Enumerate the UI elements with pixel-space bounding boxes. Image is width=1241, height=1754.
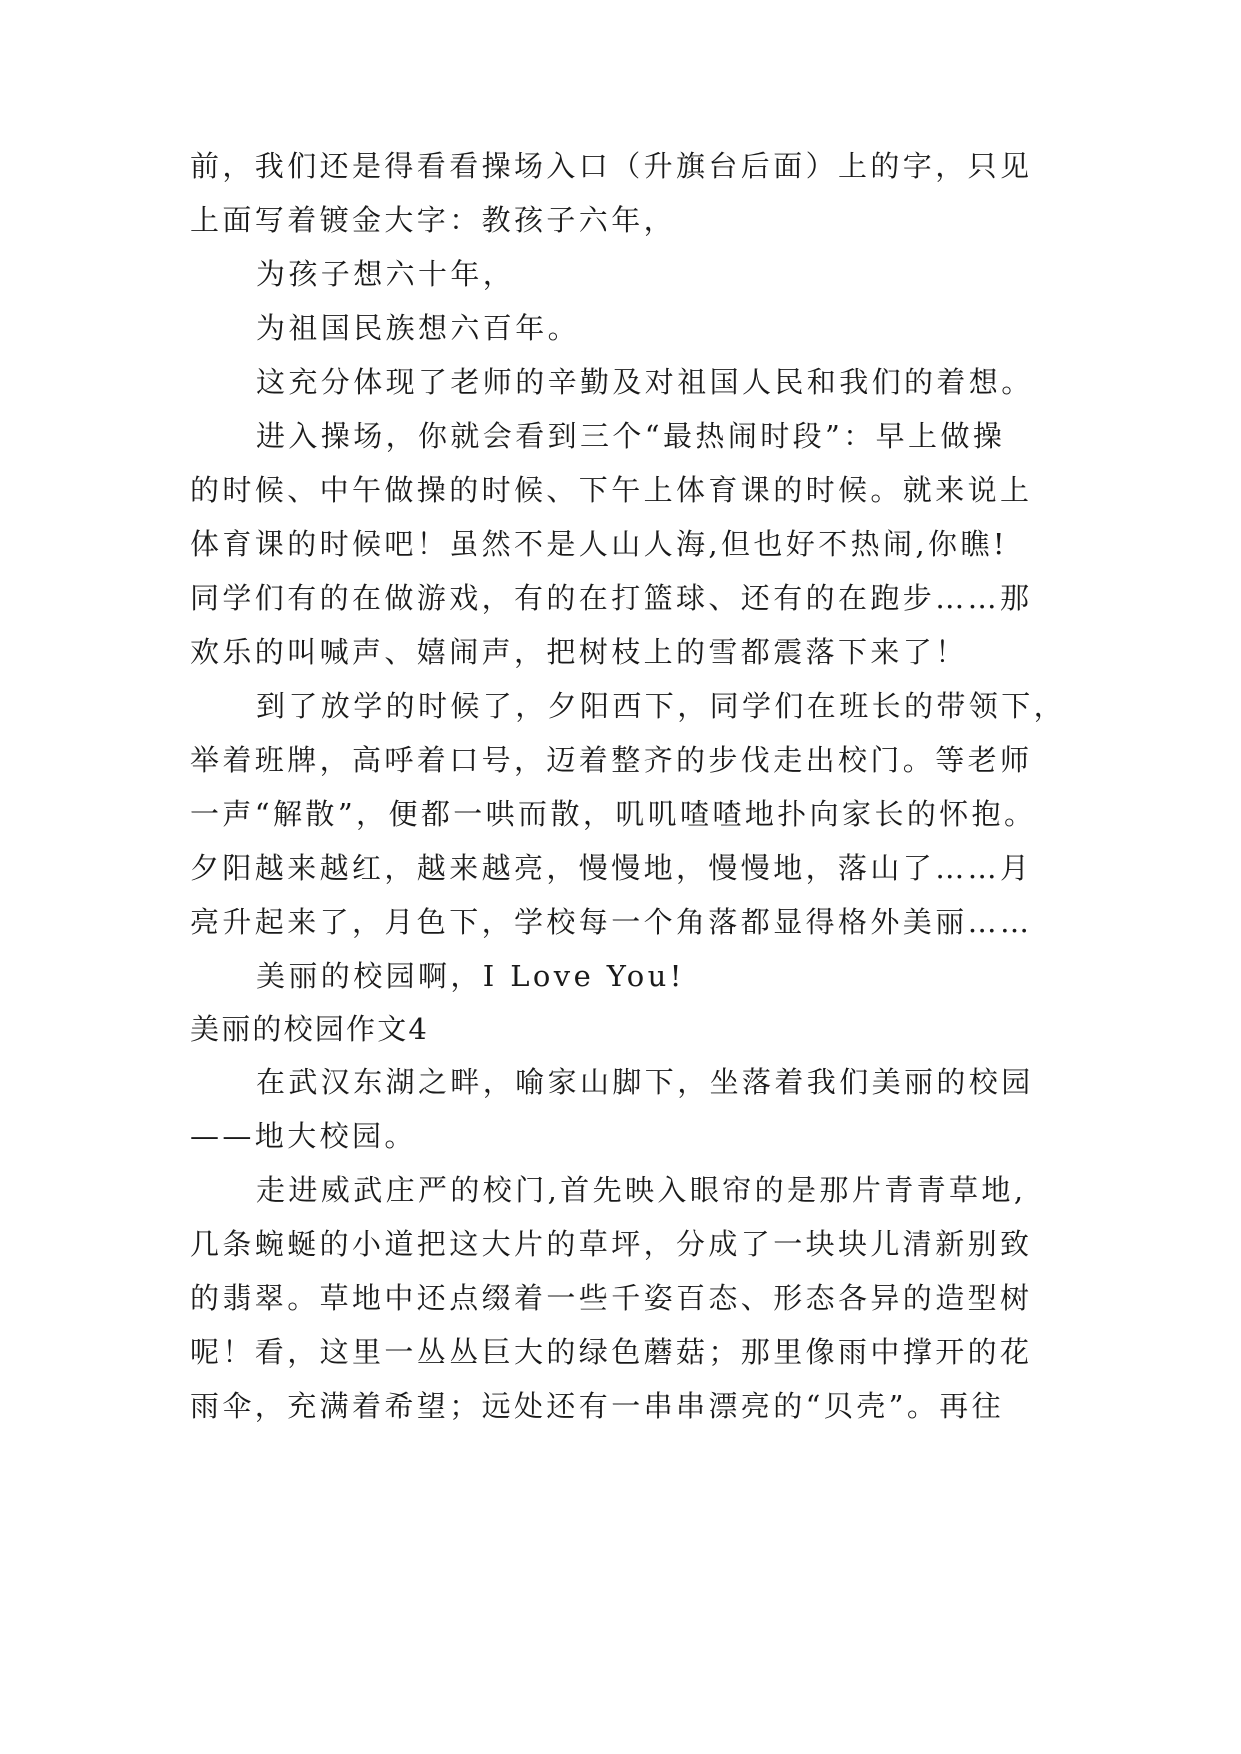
text-line: 欢乐的叫喊声、嬉闹声，把树枝上的雪都震落下来了！ <box>190 635 968 669</box>
text-line: 的翡翠。草地中还点缀着一些千姿百态、形态各异的造型树 <box>190 1281 1033 1315</box>
text-line: 几条蜿蜒的小道把这大片的草坪，分成了一块块儿清新别致 <box>190 1227 1033 1261</box>
text-line: 呢！看，这里一丛丛巨大的绿色蘑菇；那里像雨中撑开的花 <box>190 1335 1033 1369</box>
text-line: 的时候、中午做操的时候、下午上体育课的时候。就来说上 <box>190 473 1033 507</box>
text-line: 举着班牌，高呼着口号，迈着整齐的步伐走出校门。等老师 <box>190 743 1033 777</box>
section-heading: 美丽的校园作文4 <box>190 1012 430 1046</box>
text-line: 一声“解散”，便都一哄而散，叽叽喳喳地扑向家长的怀抱。 <box>190 797 1037 831</box>
paragraph-start: 美丽的校园啊，I Love You! <box>256 959 685 993</box>
paragraph-start: 到了放学的时候了，夕阳西下，同学们在班长的带领下， <box>256 689 1067 723</box>
paragraph-start: 在武汉东湖之畔，喻家山脚下，坐落着我们美丽的校园 <box>256 1065 1034 1099</box>
text-line: 前，我们还是得看看操场入口（升旗台后面）上的字，只见 <box>190 149 1033 183</box>
text-line: 体育课的时候吧！虽然不是人山人海,但也好不热闹,你瞧! <box>190 527 1008 561</box>
text-line: 为孩子想六十年， <box>256 257 516 291</box>
text-line: ——地大校园。 <box>190 1119 417 1153</box>
text-line: 为祖国民族想六百年。 <box>256 311 581 345</box>
text-line: 上面写着镀金大字：教孩子六年， <box>190 203 677 237</box>
text-line: 夕阳越来越红，越来越亮，慢慢地，慢慢地，落山了……月 <box>190 851 1033 885</box>
text-line: 亮升起来了，月色下，学校每一个角落都显得格外美丽…… <box>190 905 1033 939</box>
text-line: 雨伞，充满着希望；远处还有一串串漂亮的“贝壳”。再往 <box>190 1389 1005 1423</box>
text-line: 同学们有的在做游戏，有的在打篮球、还有的在跑步……那 <box>190 581 1033 615</box>
paragraph-start: 这充分体现了老师的辛勤及对祖国人民和我们的着想。 <box>256 365 1034 399</box>
paragraph-start: 走进威武庄严的校门,首先映入眼帘的是那片青青草地, <box>256 1173 1027 1207</box>
paragraph-start: 进入操场，你就会看到三个“最热闹时段”：早上做操 <box>256 419 1006 453</box>
